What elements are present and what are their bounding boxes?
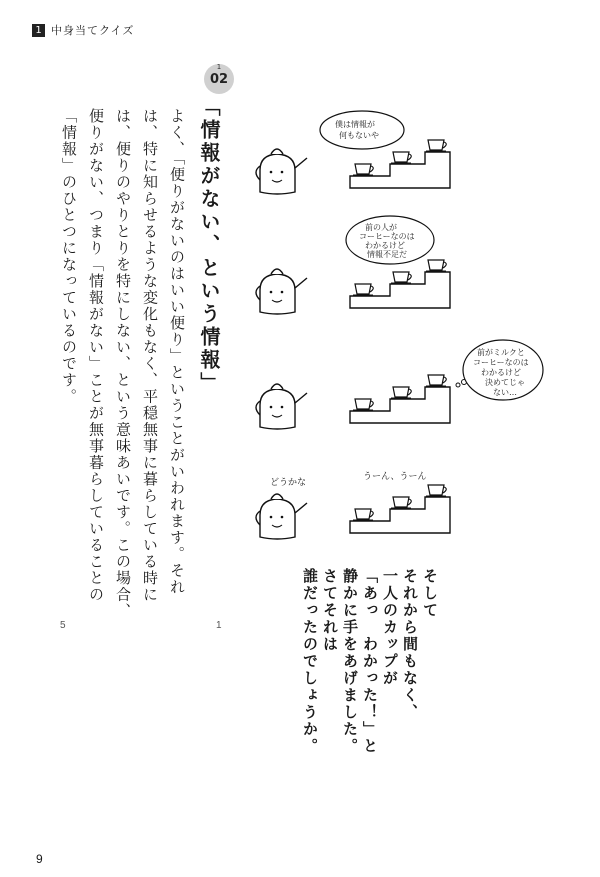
- scene-4-murmur: うーん、うーん: [363, 472, 427, 482]
- story-caption: そして それから間もなく、 一人のカップが 「あっ わかった！」と 静かに手をあげました。 さてそれは 誰だったのでしょうか。: [301, 568, 439, 755]
- scene-4-label: どうかな: [270, 478, 307, 488]
- cup-4b: [391, 497, 411, 508]
- bubble-1-line-1: 僕は情報が: [335, 120, 375, 129]
- thought-bubble-1: [320, 111, 404, 149]
- bubble-3-line-4: 決めてじゃ: [485, 378, 525, 387]
- cup-3b: [391, 387, 411, 398]
- bubble-2-line-1: 前の人が: [365, 223, 397, 232]
- cup-2a: [353, 284, 373, 295]
- cup-1a: [353, 164, 373, 175]
- page-number: 9: [36, 852, 43, 866]
- chapter-number: 1: [32, 24, 45, 37]
- section-title: 「情報がない、という情報」: [197, 96, 221, 395]
- line-number-1: 1: [216, 620, 222, 631]
- chapter-title: 中身当てクイズ: [51, 24, 135, 37]
- cup-3a: [353, 399, 373, 410]
- bubble-2-line-3: わかるけど: [365, 241, 405, 250]
- bubble-2-line-4: 情報不足だ: [367, 250, 407, 259]
- teapot-2: [256, 269, 307, 314]
- line-number-5: 5: [60, 620, 66, 631]
- cup-1c: [426, 140, 446, 151]
- scene-2: [256, 216, 450, 314]
- cup-1b: [391, 152, 411, 163]
- bubble-2-line-2: コーヒーなのは: [359, 232, 415, 241]
- scene-4: [256, 471, 450, 539]
- bubble-3-line-5: ない…: [493, 388, 517, 397]
- teapot-1: [256, 149, 307, 194]
- bubble-3-line-2: コーヒーなのは: [473, 358, 529, 367]
- cup-4c: [426, 485, 446, 496]
- bubble-3-line-3: わかるけど: [481, 368, 521, 377]
- teapot-4: [256, 494, 307, 539]
- body-text: よく、「便りがないのはいい便り」ということがいわれます。それは、特に知らせるような変化もなく、平穏無事に暮らしている時には、便りのやりとりを特にしない、という意味あいです。この場合、便りがない、つまり「情報がない」ことが無事暮らしていることの「情報」のひとつになっているのです。: [60, 108, 186, 620]
- bubble-1-line-2: 何もないや: [339, 131, 379, 140]
- teapot-3: [256, 384, 307, 429]
- scene-3: [256, 340, 543, 429]
- cup-4a: [353, 509, 373, 520]
- cup-2c: [426, 260, 446, 271]
- section-small-number: 1: [216, 63, 222, 71]
- cup-3c: [426, 375, 446, 386]
- chapter-header: [32, 22, 134, 38]
- section-number: 02: [209, 72, 229, 87]
- section-badge: [204, 64, 234, 94]
- cup-2b: [391, 272, 411, 283]
- illustration: [255, 100, 555, 550]
- scene-1: [256, 111, 450, 194]
- bubble-3-line-1: 前がミルクと: [477, 348, 525, 357]
